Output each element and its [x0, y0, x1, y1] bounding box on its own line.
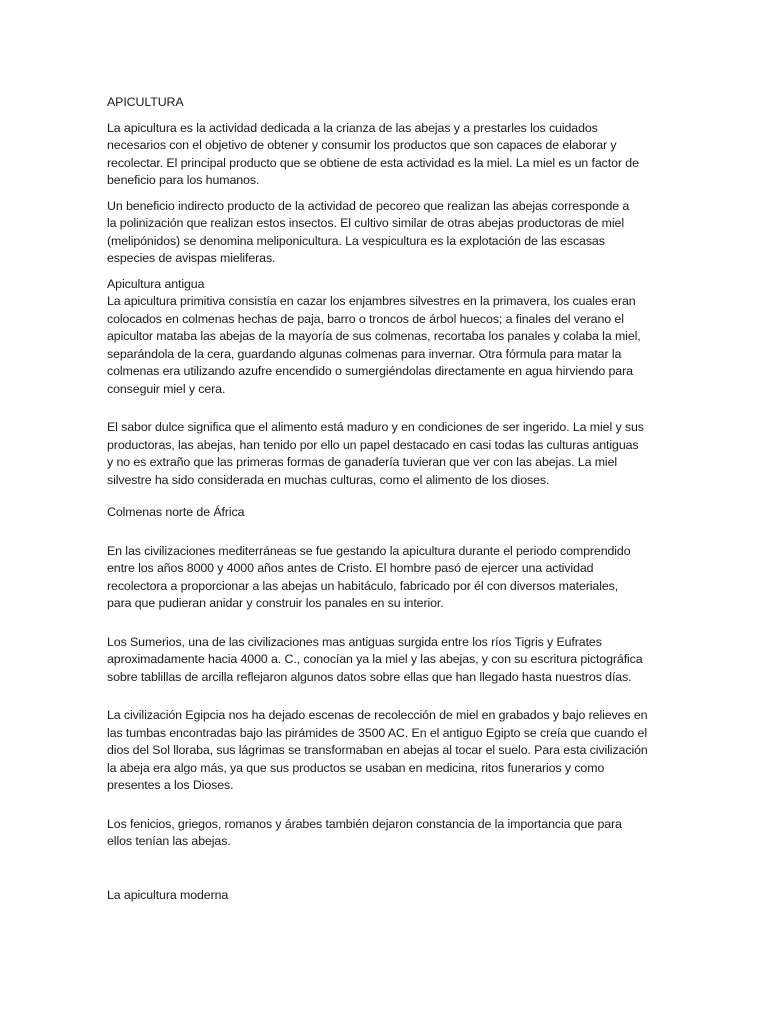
text-line: para que pudieran anidar y construir los panales en su interior. — [107, 596, 444, 610]
document-page — [107, 94, 667, 904]
sabor-paragraph — [107, 419, 667, 489]
sumerios-paragraph — [107, 634, 667, 687]
text-line: colmenas era utilizando azufre encendido o sumergiéndolas directamente en agua hirviendo para — [107, 364, 633, 378]
text-line: La apicultura primitiva consistía en cazar los enjambres silvestres en la primavera, los cuales eran — [107, 294, 636, 308]
text-line: la abeja era algo más, ya que sus productos se usaban en medicina, ritos funerarios y como — [107, 760, 605, 775]
text-line: ellos tenían las abejas. — [107, 834, 231, 848]
text-line: aproximadamente hacia 4000 a. C., conocían ya la miel y las abejas, y con su escritura pictográfica — [107, 652, 643, 666]
egipcia-paragraph — [107, 707, 667, 795]
text-line: Los fenicios, griegos, romanos y árabes también dejaron constancia de la importancia que para — [107, 816, 622, 831]
text-line: En las civilizaciones mediterráneas se fue gestando la apicultura durante el periodo comprendido — [107, 543, 631, 558]
section-heading-colmenas: Colmenas norte de África — [107, 505, 245, 519]
text-line: las tumbas encontradas bajo las pirámides de 3500 AC. En el antiguo Egipto se creía que cuando el — [107, 725, 647, 740]
text-line: recolectora a proporcionar a las abejas un habitáculo, fabricado por él con diversos materiales, — [107, 578, 619, 593]
text-line: Los Sumerios, una de las civilizaciones mas antiguas surgida entre los ríos Tigris y Eufrates — [107, 634, 602, 649]
text-line: Un beneficio indirecto producto de la actividad de pecoreo que realizan las abejas corresponde a — [107, 198, 630, 213]
text-line: La civilización Egipcia nos ha dejado escenas de recolección de miel en grabados y bajo relieves en — [107, 708, 648, 722]
text-line: beneficio para los humanos. — [107, 173, 260, 187]
section-heading-moderna: La apicultura moderna — [107, 887, 229, 902]
text-line: productoras, las abejas, han tenido por ello un papel destacado en casi todas las culturas antiguas — [107, 437, 639, 452]
mediterraneas-paragraph — [107, 543, 667, 613]
text-line: separándola de la cera, guardando algunas colmenas para invernar. Otra fórmula para matar la — [107, 346, 622, 361]
text-line: apicultor mataba las abejas de la mayoría de sus colmenas, recortaba los panales y colaba la miel, — [107, 329, 641, 343]
antigua-paragraph — [107, 293, 667, 398]
text-line: sobre tablillas de arcilla reflejaron algunos datos sobre ellas que han llegado hasta nuestros días. — [107, 669, 632, 684]
section-heading-antigua: Apicultura antigua — [107, 276, 205, 291]
text-line: El sabor dulce significa que el alimento está maduro y en condiciones de ser ingerido. La miel y sus — [107, 420, 644, 434]
fenicios-paragraph — [107, 816, 667, 851]
text-line: especies de avispas mieliferas. — [107, 251, 276, 265]
text-line: presentes a los Dioses. — [107, 778, 234, 792]
text-line: recolectar. El principal producto que se obtiene de esta actividad es la miel. La miel es un factor de — [107, 155, 639, 170]
text-line: necesarios con el objetivo de obtener y consumir los productos que son capaces de elaborar y — [107, 138, 617, 152]
text-line: silvestre ha sido considerada en muchas culturas, como el alimento de los dioses. — [107, 472, 550, 487]
text-line: colocados en colmenas hechas de paja, barro o troncos de árbol huecos; a finales del verano el — [107, 311, 624, 326]
text-line: dios del Sol lloraba, sus lágrimas se transformaban en abejas al tocar el suelo. Para esta civilización — [107, 743, 648, 757]
benefit-paragraph — [107, 198, 667, 268]
text-line: conseguir miel y cera. — [107, 381, 226, 396]
text-line: y no es extraño que las primeras formas de ganadería tuvieran que ver con las abejas. La miel — [107, 455, 618, 469]
document-title: APICULTURA — [107, 95, 184, 109]
text-line: (melipónidos) se denomina meliponicultura. La vespicultura es la explotación de las escasas — [107, 233, 605, 248]
text-line: La apicultura es la actividad dedicada a la crianza de las abejas y a prestarles los cuidados — [107, 120, 598, 135]
intro-paragraph — [107, 120, 667, 190]
text-line: entre los años 8000 y 4000 años antes de Cristo. El hombre pasó de ejercer una actividad — [107, 561, 594, 575]
text-line: la polinización que realizan estos insectos. El cultivo similar de otras abejas productoras de miel — [107, 216, 624, 230]
